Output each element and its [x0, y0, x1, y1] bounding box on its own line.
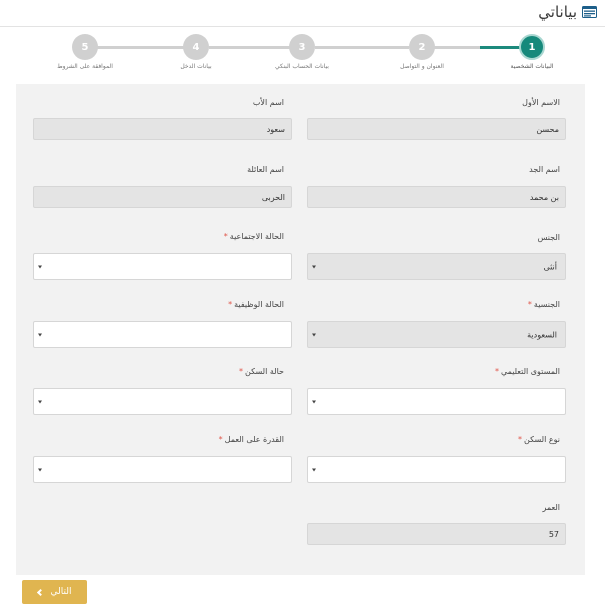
- education-level-label-text: المستوى التعليمي: [500, 367, 560, 376]
- id-card-icon: [582, 6, 597, 18]
- first-name-label: الاسم الأول: [522, 98, 560, 107]
- step-1-circle[interactable]: 1: [519, 34, 545, 60]
- age-value: 57: [548, 529, 559, 539]
- page-title: بياناتي: [538, 3, 577, 21]
- required-mark: *: [494, 367, 499, 376]
- step-2-label: العنوان و التواصل: [400, 63, 444, 70]
- step-5-label: الموافقة على الشروط: [57, 63, 113, 70]
- step-4-circle[interactable]: 4: [183, 34, 209, 60]
- marital-status-label: [224, 232, 284, 241]
- education-level-select[interactable]: [307, 388, 566, 415]
- next-button[interactable]: [22, 580, 87, 604]
- father-name-label: اسم الأب: [252, 98, 284, 107]
- employment-status-label: [228, 300, 284, 309]
- gender-value: أنثى: [543, 262, 557, 271]
- step-connector: [434, 46, 480, 49]
- nationality-value: السعودية: [527, 330, 557, 339]
- step-2-circle[interactable]: 2: [409, 34, 435, 60]
- required-mark: *: [228, 300, 233, 309]
- step-connector-active: [480, 46, 520, 49]
- housing-status-label: [239, 367, 284, 376]
- caret-down-icon: [312, 265, 316, 268]
- nationality-label: [528, 300, 560, 309]
- page-header: [0, 0, 605, 26]
- caret-down-icon: [38, 265, 42, 268]
- father-name-value: سعود: [266, 124, 285, 134]
- nationality-label-text: الجنسية: [533, 300, 560, 309]
- father-name-field: [33, 118, 292, 140]
- step-3-circle[interactable]: 3: [289, 34, 315, 60]
- education-level-label: [495, 367, 560, 376]
- next-button-label: التالي: [50, 587, 72, 597]
- marital-status-label-text: الحالة الاجتماعية: [229, 232, 284, 241]
- work-ability-label-text: القدرة على العمل: [224, 435, 284, 444]
- employment-status-select[interactable]: [33, 321, 292, 348]
- caret-down-icon: [38, 400, 42, 403]
- progress-stepper: [0, 27, 605, 83]
- family-name-field: [33, 186, 292, 208]
- required-mark: *: [527, 300, 532, 309]
- step-connector: [209, 46, 290, 49]
- grandfather-name-label: اسم الجد: [529, 165, 560, 174]
- chevron-left-icon: [36, 588, 43, 595]
- step-1-label: البيانات الشخصية: [510, 63, 554, 70]
- step-4-label: بيانات الدخل: [180, 63, 212, 70]
- age-label: العمر: [542, 503, 560, 512]
- housing-status-label-text: حالة السكن: [245, 367, 284, 376]
- grandfather-name-field: [307, 186, 566, 208]
- work-ability-select[interactable]: [33, 456, 292, 483]
- marital-status-select[interactable]: [33, 253, 292, 280]
- housing-status-select[interactable]: [33, 388, 292, 415]
- step-3-label: بيانات الحساب البنكي: [275, 63, 329, 70]
- age-field: [307, 523, 566, 545]
- gender-label: الجنس: [537, 233, 560, 242]
- required-mark: *: [239, 367, 244, 376]
- required-mark: *: [518, 435, 523, 444]
- caret-down-icon: [312, 468, 316, 471]
- step-5-circle[interactable]: 5: [72, 34, 98, 60]
- required-mark: *: [223, 232, 228, 241]
- caret-down-icon: [38, 333, 42, 336]
- step-connector: [97, 46, 195, 49]
- required-mark: *: [218, 435, 223, 444]
- gender-select: [307, 253, 566, 280]
- step-connector: [315, 46, 409, 49]
- housing-type-label-text: نوع السكن: [524, 435, 560, 444]
- caret-down-icon: [312, 400, 316, 403]
- first-name-value: محسن: [536, 124, 559, 134]
- housing-type-select[interactable]: [307, 456, 566, 483]
- work-ability-label: [219, 435, 284, 444]
- family-name-label: اسم العائلة: [247, 165, 284, 174]
- caret-down-icon: [38, 468, 42, 471]
- housing-type-label: [518, 435, 560, 444]
- caret-down-icon: [312, 333, 316, 336]
- nationality-select[interactable]: [307, 321, 566, 348]
- family-name-value: الحربى: [261, 192, 285, 202]
- employment-status-label-text: الحالة الوظيفية: [234, 300, 284, 309]
- first-name-field: [307, 118, 566, 140]
- grandfather-name-value: بن محمد: [529, 192, 559, 202]
